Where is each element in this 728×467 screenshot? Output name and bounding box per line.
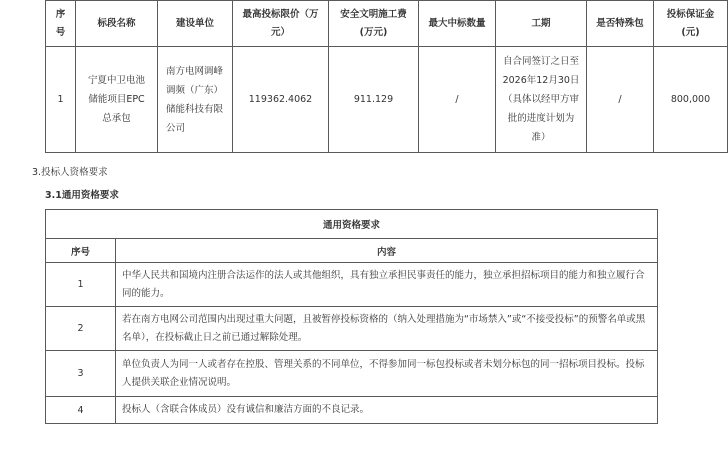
row-index: 1	[46, 263, 116, 307]
row-index: 4	[46, 397, 116, 424]
cell-max-bids: /	[419, 47, 496, 153]
qualification-table	[45, 209, 658, 424]
row-content: 中华人民共和国境内注册合法运作的法人或其他组织，具有独立承担民事责任的能力，独立承担招标项目的能力和独立履行合同的能力。	[116, 263, 658, 307]
table-row	[46, 397, 658, 424]
header-cell-max-price: 最高投标限价（万元）	[233, 1, 329, 47]
qualification-header-row	[46, 239, 658, 263]
row-content: 若在南方电网公司范围内出现过重大问题，且被暂停投标资格的（纳入处理措施为“市场禁入”或“不接受投标”的预警名单或黑名单），在投标截止日之前已通过解除处理。	[116, 307, 658, 351]
header-cell-max-bids: 最大中标数量	[419, 1, 496, 47]
section-heading: 3.投标人资格要求	[32, 167, 108, 178]
project-info-table	[45, 0, 728, 153]
table-row	[46, 351, 658, 397]
row-content: 单位负责人为同一人或者存在控股、管理关系的不同单位，不得参加同一标包投标或者未划分标包的同一招标项目投标。投标人提供关联企业情况说明。	[116, 351, 658, 397]
cell-name: 宁夏中卫电池储能项目EPC总承包	[76, 47, 158, 153]
table-row	[46, 307, 658, 351]
cell-deposit: 800,000	[654, 47, 728, 153]
row-index: 3	[46, 351, 116, 397]
header-cell-deposit: 投标保证金(元)	[654, 1, 728, 47]
header-cell-name: 标段名称	[76, 1, 158, 47]
table-row	[46, 263, 658, 307]
cell-index: 1	[46, 47, 76, 153]
header-cell-duration: 工期	[496, 1, 587, 47]
cell-owner: 南方电网调峰调频（广东）储能科技有限公司	[158, 47, 233, 153]
qualification-table-title: 通用资格要求	[46, 210, 658, 239]
table-row	[46, 47, 728, 153]
cell-duration: 自合同签订之日至2026年12月30日（具体以经甲方审批的进度计划为准）	[496, 47, 587, 153]
header-cell-index: 序号	[46, 239, 116, 263]
subsection-heading: 3.1通用资格要求	[45, 190, 119, 201]
qualification-title-row	[46, 210, 658, 239]
header-cell-safety-fee: 安全文明施工费(万元)	[329, 1, 419, 47]
row-index: 2	[46, 307, 116, 351]
header-cell-owner: 建设单位	[158, 1, 233, 47]
header-cell-content: 内容	[116, 239, 658, 263]
cell-safety-fee: 911.129	[329, 47, 419, 153]
row-content: 投标人（含联合体成员）没有诚信和廉洁方面的不良记录。	[116, 397, 658, 424]
table-header-row	[46, 1, 728, 47]
cell-max-price: 119362.4062	[233, 47, 329, 153]
cell-special: /	[587, 47, 654, 153]
header-cell-index: 序号	[46, 1, 76, 47]
header-cell-special: 是否特殊包	[587, 1, 654, 47]
